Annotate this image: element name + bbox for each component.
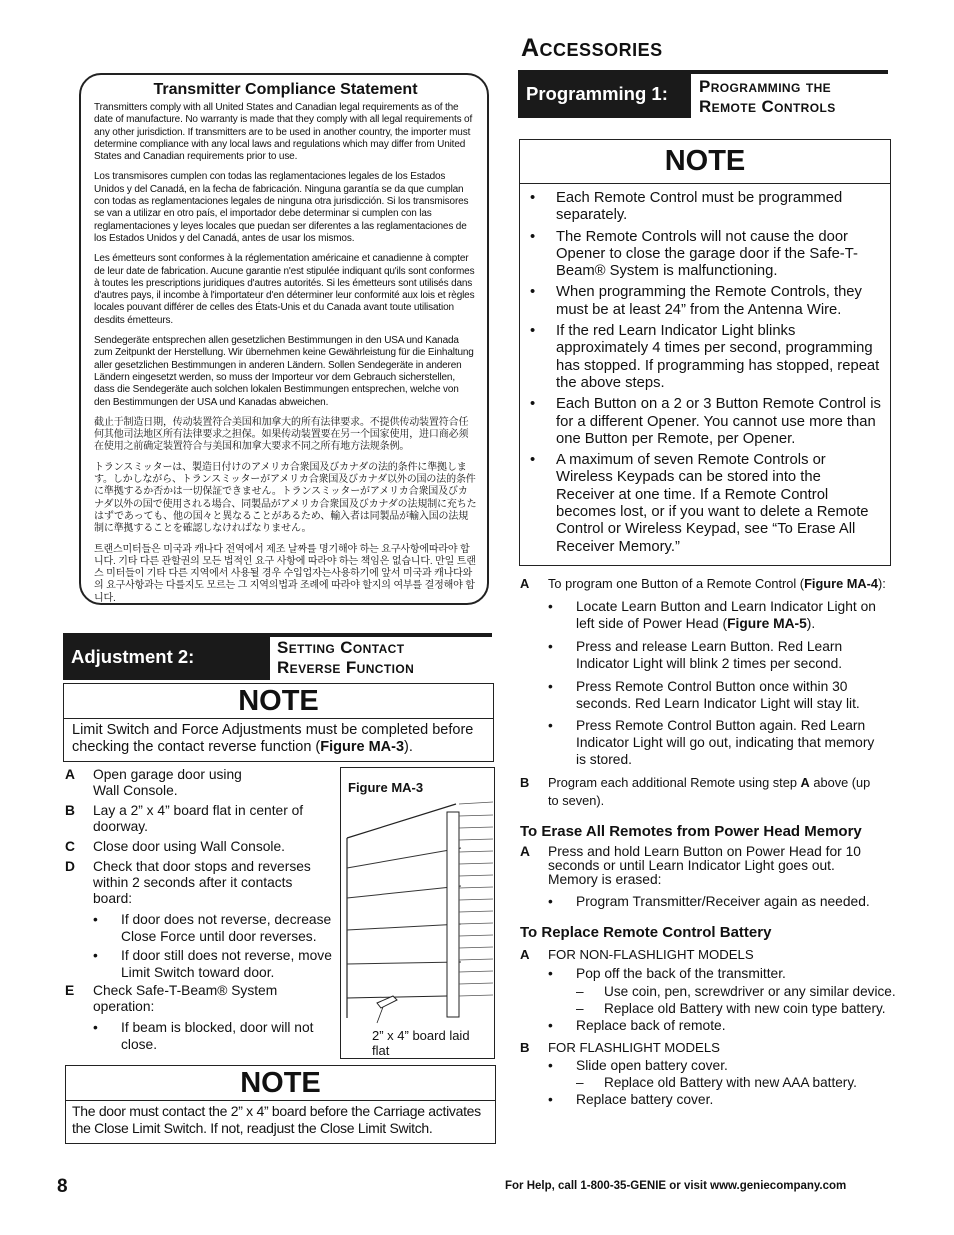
figure-caption: Figure MA-3 (348, 780, 424, 795)
programming-step-a-bullet-2: • Press and release Learn Button. Red Learn Indicator Light will blink 2 times per second. (576, 638, 886, 672)
programming-step-a-bullet-1: • Locate Learn Button and Learn Indicator Light on left side of Power Head (Figure MA-5). (576, 598, 886, 632)
battery-step-a: A FOR NON-FLASHLIGHT MODELS (520, 947, 754, 962)
battery-b-bullet-2: • Replace battery cover. (576, 1091, 896, 1108)
battery-step-b: B FOR FLASHLIGHT MODELS (520, 1040, 720, 1055)
compliance-paragraph-ja: トランスミッターは、製造日付けのアメリカ合衆国及びカナダの法的条件に準拠します。しかしながら、トランスミッターがアメリカ合衆国及びカナダ以外の国の法的条件に準拠するか否かは一切保証できません。トランスミッターがアメリカ合衆国及びカナダ以外の国で使用される場合、同製品がアメリカ合衆国及びカナダの法規制に充ちたはずであっても、他の国々と異なることがあるため、輸入者は同製品が輸入国の法規制に準拠することを確認しなければなりません。 (94, 461, 477, 535)
adjustment-section-label: Adjustment 2: (63, 633, 270, 680)
garage-door-illustration (341, 798, 493, 1028)
note-item: • The Remote Controls will not cause the door Opener to close the garage door if the Safe-T-Beam® System is malfunctioning. (520, 229, 882, 281)
adjustment-step-e-bullet: • If beam is blocked, door will not close. (121, 1019, 316, 1053)
note-heading: NOTE (520, 140, 890, 184)
programming-note-box (519, 139, 891, 566)
note-item: • A maximum of seven Remote Controls or Wireless Keypads can be stored into the Receiver at one time. If a Remote Control becomes lost, or if you want to delete a Remote Control or Wireless Keypad, see “To Erase All Receiver Memory.” (520, 452, 882, 556)
compliance-paragraph-zh: 截止于制造日期，传动装置符合美国和加拿大的所有法律要求。不提供传动装置符合任何其他司法地区所有法律要求之担保。如果传动装置要在另一个国家使用，进口商必须在使用之前确定装置符合与美国和加拿大要求不同之所有地方法规条例。 (94, 416, 469, 453)
adjustment-step-a: A Open garage door using Wall Console. (65, 767, 242, 799)
erase-bullet: • Program Transmitter/Receiver again as needed. (576, 893, 896, 910)
compliance-paragraph-es: Los transmisores cumplen con todas las reglamentaciones legales de los Estados Unidos y del Canadá, en la fecha de fabricación. Ninguna garantía se da que cumplan con todas as reglamentaciones legales de ninguna otra jurisdicción. Si los transmisores se van a utilizar en otro país, el importador debe determinar si cumplen con las reglamentaciones y leyes locales que puedan ser diferentes a las reglamentaciones de los Estados Unidos y del Canadá, antes de usar los mismos. (94, 171, 469, 244)
compliance-paragraph-ko: 트랜스미터들은 미국과 캐나다 전역에서 제조 날짜를 명기해야 하는 요구사항에따라야 합니다. 기타 다른 관할권의 모든 법적인 요구 사항에 따라야 하는 책임은 없습니다. 만일 트랜스 미터들이 기타 다른 지역에서 사용될 경우 수입업자는사용하기에 앞서 미국과 캐나다와의 요구사항과는 다를지도 모르는 그 지역의법과 조례에 따라야 할지의 여부를 결정해야 합니다. (94, 543, 476, 604)
note-text: Limit Switch and Force Adjustments must be completed before checking the contact reverse function (Figure MA-3). (72, 722, 474, 756)
note-text: The door must contact the 2” x 4” board before the Carriage activates the Close Limit Switch. If not, readjust the Close Limit Switch. (72, 1103, 481, 1137)
note-heading: NOTE (66, 1066, 495, 1101)
programming-note-list (520, 184, 890, 556)
accessories-heading: Accessories (521, 34, 663, 62)
compliance-statement-box (79, 73, 489, 605)
note-item: • When programming the Remote Controls, they must be at least 24” from the Antenna Wire. (520, 284, 882, 319)
page-number: 8 (57, 1176, 68, 1197)
programming-step-a-bullet-4: • Press Remote Control Button again. Red Learn Indicator Light will go out, indicating that memory is stored. (576, 717, 886, 768)
figure-board-label: 2” x 4” board laid flat (372, 1028, 470, 1058)
adjustment-note-box (63, 683, 494, 762)
adjustment-section-title: Setting Contact Reverse Function (277, 638, 415, 677)
replace-battery-heading: To Replace Remote Control Battery (520, 924, 772, 941)
battery-a-bullet-1: • Pop off the back of the transmitter. (576, 965, 896, 982)
adjustment-step-e: E Check Safe-T-Beam® System operation: (65, 983, 278, 1015)
compliance-title: Transmitter Compliance Statement (153, 81, 418, 98)
programming-section-title: Programming the Remote Controls (699, 77, 836, 116)
battery-a-bullet-2: • Replace back of remote. (576, 1017, 896, 1034)
note-item: • Each Remote Control must be programmed separately. (520, 190, 882, 225)
adjustment-step-d: D Check that door stops and reverses within 2 seconds after it contacts board: (65, 859, 311, 907)
note-heading: NOTE (64, 684, 493, 719)
battery-a-dash-2: – Replace old Battery with new coin type battery. (604, 1000, 914, 1017)
note-item: • If the red Learn Indicator Light blinks approximately 4 times per second, programming has stopped. If programming has stopped, repeat the above steps. (520, 323, 882, 392)
figure-ma-3 (340, 767, 495, 1059)
erase-remotes-heading: To Erase All Remotes from Power Head Memory (520, 823, 862, 840)
compliance-paragraph-fr: Les émetteurs sont conformes à la réglementation américaine et canadienne à compter de leur date de fabrication. Aucune garantie n'est stipulée indiquant qu'ils sont conformes à toutes les prescriptions juridiques d'autres autorités. Si les émetteurs sont utilisés dans d'autres pays, il incombe à l'importateur d'en déterminer leur conformité aux lois et règles locales pouvant différer de celles des États-Unis et du Canada avant toute utilisation desdits émetteurs. (94, 253, 475, 326)
battery-b-dash-1: – Replace old Battery with new AAA battery. (604, 1074, 914, 1091)
battery-a-dash-1: – Use coin, pen, screwdriver or any similar device. (604, 983, 914, 1000)
adjustment-step-b: B Lay a 2” x 4” board flat in center of doorway. (65, 803, 304, 835)
programming-step-a-bullet-3: • Press Remote Control Button once within 30 seconds. Red Learn Indicator Light will stay lit. (576, 678, 886, 712)
adjustment-step-d-bullet-1: • If door does not reverse, decrease Close Force until door reverses. (121, 911, 336, 945)
programming-section-label: Programming 1: (518, 70, 691, 118)
adjustment-step-c: C Close door using Wall Console. (65, 839, 285, 854)
compliance-paragraph-de: Sendegeräte entsprechen allen gesetzlichen Bestimmungen in den USA und Kanada zum Zeitpunkt der Herstellung. Wir übernehmen keine Gewährleistung für die Einhaltung aller gesetzlichen Bestimmungen in anderen Ländern. Sollen Sendegeräte in anderen Ländern eingesetzt werden, so muss der Importeur vor dem Gebrauch sicherstellen, dass die Sendegeräte auch solchen lokalen Bestimmungen entsprechen, welche von den Bestimmungen der USA und Kanadas abweichen. (94, 335, 474, 408)
programming-step-b: B Program each additional Remote using step A above (up to seven). (520, 775, 871, 808)
erase-step-a: A Press and hold Learn Button on Power Head for 10 seconds or until Learn Indicator Light goes out. Memory is erased: (520, 844, 861, 888)
help-footer: For Help, call 1-800-35-GENIE or visit www.geniecompany.com (505, 1180, 847, 1192)
adjustment-step-d-bullet-2: • If door still does not reverse, move Limit Switch toward door. (121, 947, 336, 981)
note-item: • Each Button on a 2 or 3 Button Remote Control is for a different Opener. You cannot use more than one Button per Remote, per Opener. (520, 396, 882, 448)
battery-b-bullet-1: • Slide open battery cover. (576, 1057, 896, 1074)
contact-note-box (65, 1065, 496, 1144)
compliance-paragraph-en: Transmitters comply with all United States and Canadian legal requirements as of the date of manufacture. No warranty is made that they comply with all legal requirements of any other jurisdiction. If transmitters are to be used in another country, the importer must determine compliance with any local laws and regulations which may differ from United States and Canadian requirements prior to use. (94, 102, 473, 163)
programming-step-a: A To program one Button of a Remote Control (Figure MA-4): (520, 576, 886, 591)
